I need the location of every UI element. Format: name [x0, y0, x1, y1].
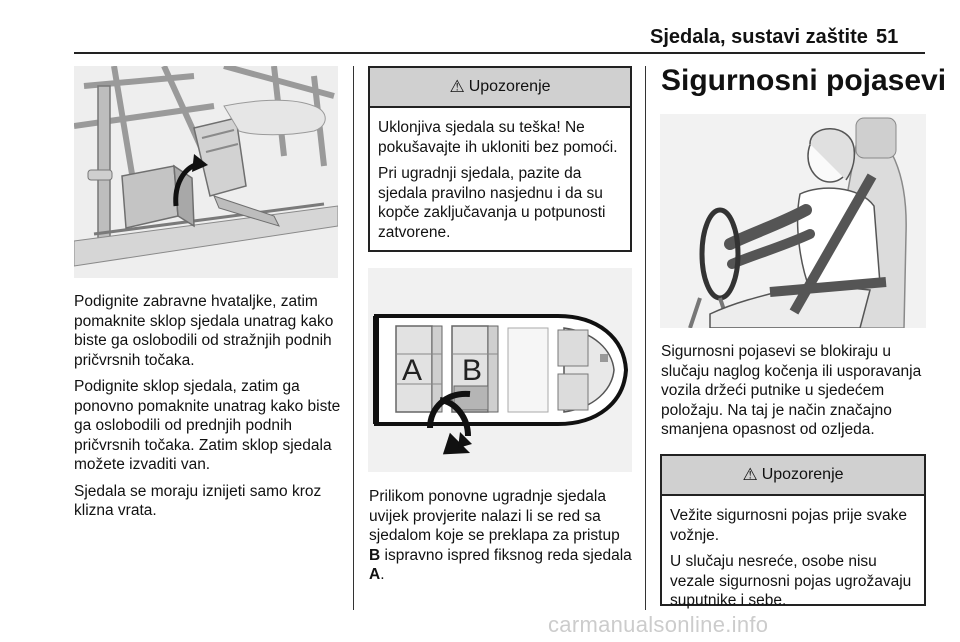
bold-ref-a: A — [369, 566, 381, 583]
warning-body — [370, 108, 630, 255]
warning-title: Upozorenje — [761, 466, 844, 483]
section-title: Sigurnosni pojasevi — [661, 64, 947, 97]
van-floorplan-drawing — [368, 268, 632, 472]
warning-title: Upozorenje — [468, 78, 551, 95]
column-divider-left — [353, 66, 354, 610]
seat-removal-illustration — [74, 66, 338, 278]
middle-column-text — [369, 487, 635, 592]
warning-triangle-icon: ⚠ — [742, 465, 758, 484]
paragraph: Podignite sklop sjedala, zatim ga ponovno pomaknite unatrag kako biste ga oslobodili od prednjih podnih pričvrsnih točaka. Zatim sklop sjedala možete izvaditi van. — [74, 378, 341, 473]
warning-header — [662, 456, 924, 496]
seatbelt-illustration — [660, 114, 926, 328]
seatbelt-drawing — [660, 114, 926, 328]
warning-paragraph: Pri ugradnji sjedala, pazite da sjedala pravilno nasjednu i da su kopče zaključavanja u potpunosti zatvorene. — [378, 165, 606, 241]
van-seat-layout-diagram — [368, 268, 632, 472]
right-column-text — [661, 342, 925, 447]
paragraph: Prilikom ponovne ugradnje sjedala uvijek provjerite nalazi li se red sa sjedalom koje se preklapa za pristup B ispravno ispred fiksnog reda sjedala A. — [369, 488, 632, 583]
bold-ref-b: B — [369, 546, 381, 564]
warning-body — [662, 496, 924, 624]
warning-box-seats — [368, 66, 632, 252]
seat-label-b: B — [462, 354, 483, 387]
paragraph: Sjedala se moraju iznijeti samo kroz klizna vrata. — [74, 482, 322, 519]
left-column-text — [74, 292, 344, 528]
warning-paragraph: Uklonjiva sjedala su teška! Ne pokušavajte ih ukloniti bez pomoći. — [378, 119, 618, 156]
page-number: 51 — [876, 26, 899, 48]
warning-paragraph: Vežite sigurnosni pojas prije svake vožnje. — [670, 507, 907, 544]
header-rule — [74, 52, 925, 54]
warning-triangle-icon: ⚠ — [449, 77, 465, 96]
page-header-title: Sjedala, sustavi zaštite — [650, 26, 868, 48]
column-divider-right — [645, 66, 646, 610]
paragraph: Podignite zabravne hvataljke, zatim pomaknite sklop sjedala unatrag kako biste ga oslobodili od stražnjih podnih pričvrsnih točaka. — [74, 293, 334, 369]
warning-paragraph: U slučaju nesreće, osobe nisu vezale sigurnosni pojas ugrožavaju suputnike i sebe. — [670, 553, 912, 609]
watermark-text: carmanualsonline.info — [548, 612, 769, 637]
warning-box-seatbelt — [660, 454, 926, 609]
paragraph: Sigurnosni pojasevi se blokiraju u slučaju naglog kočenja ili usporavanja vozila držeći putnike u sjedećem položaju. Na taj je način značajno smanjena opasnost od ozljeda. — [661, 343, 922, 438]
seat-label-a: A — [402, 354, 423, 387]
warning-header — [370, 68, 630, 108]
seat-mechanism-drawing — [74, 66, 338, 278]
